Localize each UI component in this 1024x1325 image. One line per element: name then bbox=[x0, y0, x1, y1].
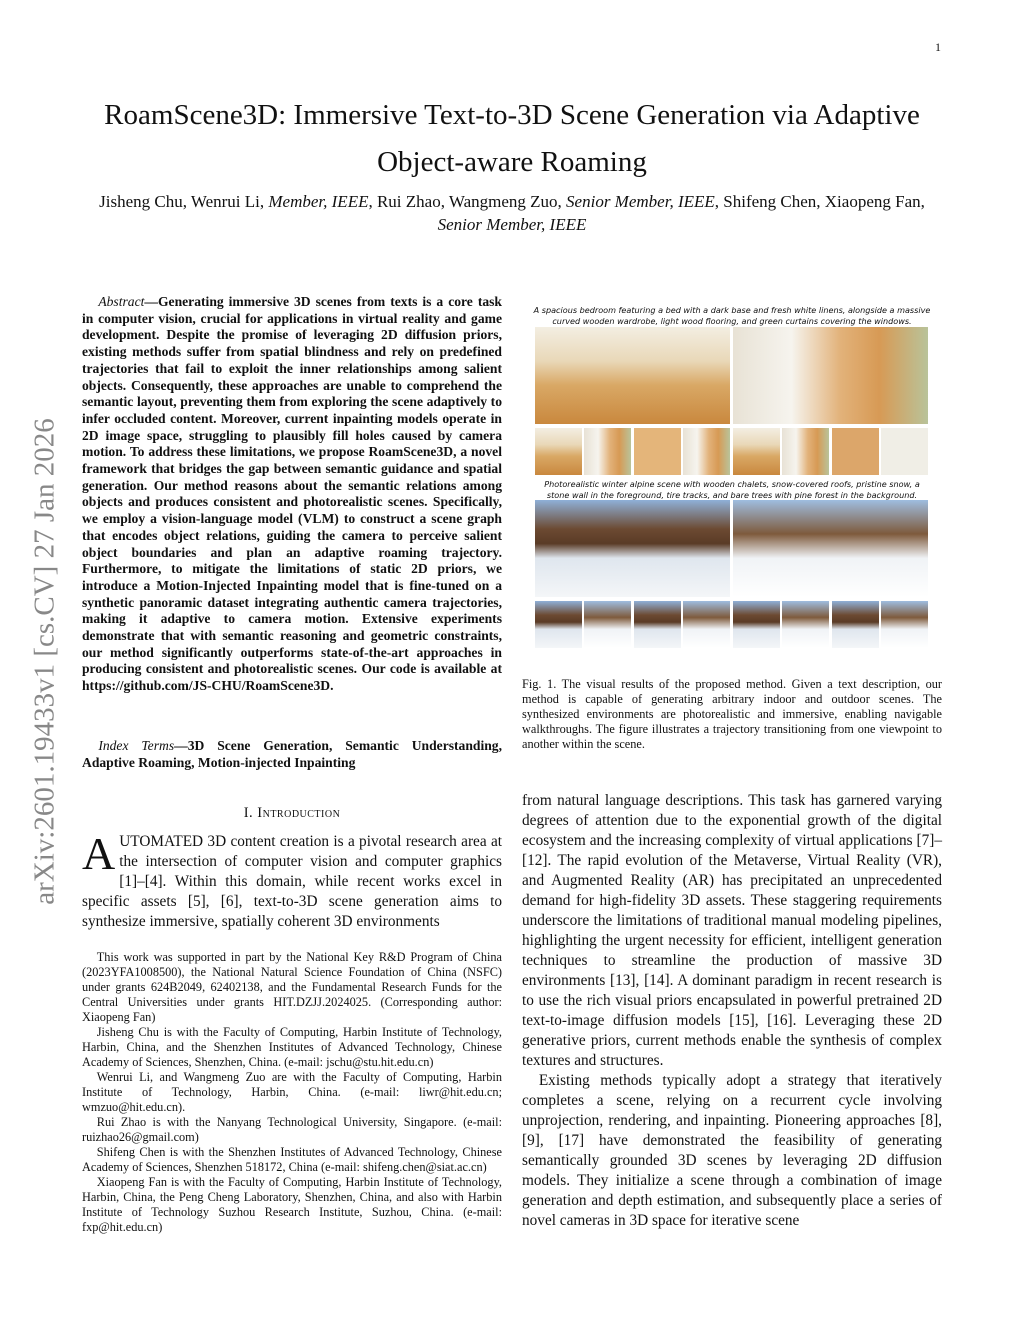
body-paragraph: from natural language descriptions. This task has garnered varying degrees of attention due to the exponential growth of the digital ecosystem and the increasing complexity of virtual applications [7]–[12]. The rapid evolution of the Metaverse, Virtual Reality (VR), and Augmented Reality (AR) has precipitated an unprecedented demand for high-fidelity 3D assets. These staggering requirements underscore the limitations of traditional manual modeling pipelines, highlighting the urgent necessity for efficient, intelligent generation techniques to streamline the production of massive 3D environments [13], [14]. A dominant paradigm in recent research is to use the rich visual priors encapsulated in powerful pretrained 2D text-to-image diffusion models [15], [16]. Leveraging these 2D generative priors, current methods enable the synthesis of complex textures and structures. bbox=[522, 792, 942, 1069]
indoor-prompt: A spacious bedroom featuring a bed with a dark base and fresh white linens, alongside a massive curved wooden wardrobe, light wood flooring, and green curtains covering the windows. bbox=[533, 305, 931, 326]
indoor-view-thumbnail bbox=[832, 428, 879, 475]
paper-title: RoamScene3D: Immersive Text-to-3D Scene Generation via Adaptive Object-aware Roaming bbox=[104, 99, 920, 178]
outdoor-view-thumbnail bbox=[782, 601, 829, 648]
indoor-panorama bbox=[733, 327, 928, 424]
footnote: Wenrui Li, and Wangmeng Zuo are with the Faculty of Computing, Harbin Institute of Technology, Harbin, China. (e-mail: liwr@hit.edu.cn; wmzuo@hit.edu.cn). bbox=[82, 1070, 502, 1114]
intro-continued bbox=[522, 791, 942, 1231]
author-list bbox=[90, 190, 934, 236]
membership: Senior Member, IEEE bbox=[437, 215, 587, 234]
outdoor-view-thumbnail bbox=[881, 601, 928, 648]
outdoor-view-thumbnail bbox=[733, 601, 780, 648]
footnote: Jisheng Chu is with the Faculty of Computing, Harbin Institute of Technology, Harbin, China, and the Shenzhen Institutes of Advanced Technology, Chinese Academy of Sciences, Shenzhen, China. (e-mail: jschu@stu.hit.edu.cn) bbox=[82, 1025, 502, 1069]
outdoor-view-thumbnail bbox=[634, 601, 681, 648]
author-names: Jisheng Chu, Wenrui Li, bbox=[99, 192, 269, 211]
author-names: , Rui Zhao, Wangmeng Zuo, bbox=[368, 192, 567, 211]
indoor-view-thumbnail bbox=[535, 428, 582, 475]
footnote: Rui Zhao is with the Nanyang Technological University, Singapore. (e-mail: ruizhao26@gmail.com) bbox=[82, 1115, 502, 1144]
membership: Senior Member, IEEE bbox=[566, 192, 715, 211]
outdoor-prompt: Photorealistic winter alpine scene with wooden chalets, snow-covered roofs, pristine snow, a stone wall in the foreground, tire tracks, and bare trees with pine forest in the background. bbox=[544, 479, 920, 500]
footnote: This work was supported in part by the National Key R&D Program of China (2023YFA1008500), the National Natural Science Foundation of China (NSFC) under grants 624B2049, 62402138, and the Fundamental Research Funds for the Central Universities under grants HIT.DZJJ.2024025. (Corresponding author: Xiaopeng Fan) bbox=[82, 950, 502, 1024]
figure-1 bbox=[522, 305, 942, 650]
index-terms bbox=[82, 738, 502, 771]
outdoor-panorama bbox=[733, 500, 928, 597]
page-number: 1 bbox=[935, 40, 941, 54]
body-paragraph: Existing methods typically adopt a strategy that iteratively completes a scene, relying on a recurrent cycle involving unprojection, rendering, and inpainting. Pioneering approaches [8], [9], [17] have demonstrated the feasibility of generating semantically grounded 3D scenes by leveraging 2D diffusion models. They initialize a scene through a combination of image generation and depth estimation, and subsequently place a series of novel cameras in 3D space for iterative scene bbox=[522, 1072, 942, 1229]
membership: Member, IEEE bbox=[268, 192, 369, 211]
arxiv-stamp: arXiv:2601.19433v1 [cs.CV] 27 Jan 2026 bbox=[28, 418, 61, 905]
abstract-label: Abstract bbox=[98, 294, 145, 309]
figure-caption: Fig. 1. The visual results of the proposed method. Given a text description, our method is capable of generating arbitrary indoor and outdoor scenes. The synthesized environments are photorealistic and immersive, enabling navigable walkthroughs. The figure illustrates a trajectory transitioning from one viewpoint to another within the scene. bbox=[522, 677, 942, 751]
outdoor-view-thumbnail bbox=[584, 601, 631, 648]
footnote: Shifeng Chen is with the Shenzhen Institutes of Advanced Technology, Chinese Academy of Sciences, Shenzhen 518172, China (e-mail: shifeng.chen@siat.ac.cn) bbox=[82, 1145, 502, 1174]
indoor-view-thumbnail bbox=[584, 428, 631, 475]
indoor-panorama bbox=[535, 327, 730, 424]
drop-cap: A bbox=[82, 828, 116, 879]
indoor-view-thumbnail bbox=[634, 428, 681, 475]
outdoor-view-thumbnail bbox=[832, 601, 879, 648]
intro-paragraph bbox=[82, 828, 502, 932]
outdoor-panorama bbox=[535, 500, 730, 597]
intro-text: UTOMATED 3D content creation is a pivotal research area at the intersection of computer vision and computer graphics [1]–[4]. Within this domain, while recent works excel in specific assets [5], [6], text-to-3D scene generation aims to synthesize immersive, spatially coherent 3D environments bbox=[82, 833, 502, 930]
indoor-view-thumbnail bbox=[782, 428, 829, 475]
footnotes bbox=[82, 950, 502, 1235]
outdoor-view-thumbnail bbox=[683, 601, 730, 648]
indoor-view-thumbnail bbox=[881, 428, 928, 475]
outdoor-view-thumbnail bbox=[535, 601, 582, 648]
footnote: Xiaopeng Fan is with the Faculty of Computing, Harbin Institute of Technology, Harbin, China, the Peng Cheng Laboratory, Shenzhen, China, and also with Harbin Institute of Technology Suzhou Research Institute, Suzhou, China. (e-mail: fxp@hit.edu.cn) bbox=[82, 1175, 502, 1234]
indoor-view-thumbnail bbox=[683, 428, 730, 475]
section-heading: I. Introduction bbox=[243, 805, 341, 821]
index-terms-label: Index Terms bbox=[98, 738, 175, 753]
abstract-text: —Generating immersive 3D scenes from texts is a core task in computer vision, crucial for applications in virtual reality and game development. Despite the promise of leveraging 2D diffusion priors, existing methods suffer from spatial blindness and rely on predefined trajectories that fail to exploit the inner relationships among salient objects. Consequently, these approaches are unable to comprehend the semantic layout, preventing them from exploring the scene adaptively to infer occluded content. Moreover, current inpainting models operate in 2D image space, struggling to plausibly fill holes caused by camera motion. To address these limitations, we propose RoamScene3D, a novel framework that bridges the gap between semantic guidance and spatial generation. Our method reasons about the semantic relations among objects and produces consistent and photorealistic scenes. Specifically, we employ a vision-language model (VLM) to construct a scene graph that encodes object relations, guiding the camera to perceive salient object boundaries and plan an adaptive roaming trajectory. Furthermore, to mitigate the limitations of static 2D priors, we introduce a Motion-Injected Inpainting model that is fine-tuned on a synthetic panoramic dataset integrating authentic camera trajectories, making it adaptive to camera motion. Extensive experiments demonstrate that with semantic reasoning and geometric constraints, our method significantly outperforms state-of-the-art approaches in producing consistent and photorealistic scenes. Our code is available at https://github.com/JS-CHU/RoamScene3D. bbox=[82, 294, 502, 694]
abstract bbox=[82, 294, 502, 695]
index-terms-text: —3D Scene Generation, Semantic Understanding, Adaptive Roaming, Motion-injected Inpainting bbox=[82, 738, 502, 770]
indoor-view-thumbnail bbox=[733, 428, 780, 475]
author-names: , Shifeng Chen, Xiaopeng Fan, bbox=[714, 192, 925, 211]
